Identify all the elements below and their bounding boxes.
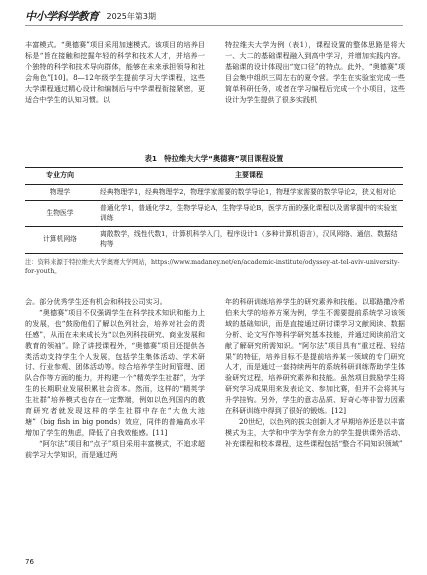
courses-cell: 普通化学1，普通化学2，生物学导论A，生物学导论B，医学方面的强化课程以及需掌握中的实验室训练: [95, 201, 403, 227]
right-column-bottom: [225, 297, 405, 450]
table-row: [25, 227, 403, 253]
header-rule: [25, 25, 403, 26]
course-table: [25, 167, 403, 254]
table-title: 表1 特拉维夫大学“奥德赛”项目课程设置: [144, 154, 284, 163]
courses-cell: 离散数学，线性代数1，计算机科学入门，程序设计1（多种计算机语言），汉风网络、通信、数据结构等: [95, 227, 403, 253]
paragraph: “阿尔法”项目和“点子”项目采用丰富模式，不追求超前学习大学知识，而是通过两: [25, 438, 205, 459]
table-header-row: [25, 168, 403, 185]
direction-cell: 生物医学: [25, 201, 95, 227]
issue-label: 2025年第3期: [106, 11, 156, 21]
table-row: [25, 184, 403, 201]
header-direction: 专业方向: [25, 168, 95, 185]
direction-cell: 计算机网络: [25, 227, 95, 253]
right-column-top: [225, 40, 405, 105]
paragraph: 丰富模式。“奥德赛”项目采用加速模式。该项目的培养目标是“旨在接触和挖掘年轻的科学和技术人才，并培养一个独特的科学和技术导向群体，能够在未来承担领导和社会角色”[10]。8—12年级学生提前学习大学课程，这些大学课程通过精心设计和编制后与中学课程衔接紧密，更适合中学生的认知习惯。以: [25, 40, 205, 104]
left-column-top: [25, 40, 205, 105]
paragraph: “奥德赛”项目不仅强调学生在科学技术知识和能力上的发展，也“鼓励他们了解以色列社会，培养对社会的责任感”，从而在未来成长为“以色列科技研究、商业发展和教育的领袖”。除了讲授课程外，“奥德赛”项目还提供各类活动支持学生个人发展，包括学生集体活动、学术研讨、行业参观、团体活动等。综合培养学生时间管理、团队合作等方面的能力，并构建一个“精英学生社群”，为学生的长期职业发展积累社会资本。然而，这样的“精英学生社群”培养模式也存在一定弊端，例如以色列国内的教育研究者就发现这样的学生社群中存在“大鱼大池塘”（big fish in big ponds）效应，同伴的普遍高水平增加了学生的焦虑，降低了自我效能感。[11]: [25, 307, 205, 437]
paragraph: 年的科研训练培养学生的研究素养和技能。以耶路撒冷希伯来大学的培养方案为例，学生不需要提前系统学习该领域的基础知识，而是直接通过研讨课学习文献阅读、数据分析、论文写作等科学研究基本技能，并通过阅读前沿文献了解研究所需知识。“阿尔法”项目具有“重过程、轻结果”的特征，培养目标不是提前培养某一领域的专门研究人才，而是通过一套持续两年的系统科研训练帮助学生体验研究过程，培养研究素养和技能。虽然项目鼓励学生将研究学习成果用来发表论文、参加比赛，但并不会将其与升学挂钩。另外，学生的意志品质、好奇心等非智力因素在科研训练中得到了很好的锻炼。[12]: [225, 297, 405, 416]
journal-header: [25, 8, 405, 24]
table-row: [25, 201, 403, 227]
left-column-bottom: [25, 297, 205, 461]
table-note: 注：资料来源于特拉维夫大学奥赛大学网站，https://www.madaney.net/en/academic-institute/odyssey-at-tel-aviv-university-for-youth。: [25, 259, 400, 275]
courses-cell: 经典物理学1，经典物理学2，物理学家需要的数学导论1，物理学家需要的数学导论2，狭义相对论: [95, 184, 403, 201]
paragraph: 特拉维夫大学为例（表1），课程设置的整体思路是将大一、大二的基础课程融入到高中学习，并增加实践内容。基础课的设计体现出“宽口径”的特点。此外，“奥德赛”项目会集中组织三周左右的夏令营。学生在实验室完成一些简单科研任务，或者在学习编程后完成一个小项目，这些设计为学生提供了很多实践机: [225, 40, 405, 104]
journal-logo: 中小学科学教育: [25, 10, 99, 23]
paragraph: 20世纪，以色列的拔尖创新人才早期培养还是以丰富模式为主，大学和中学为学有余力的学生提供课外活动、补充课程和校本课程，这些课程包括“整合不同知识领域”: [225, 416, 405, 448]
paragraph: 会。部分优秀学生还有机会和科技公司实习。: [25, 297, 167, 306]
header-courses: 主要课程: [95, 168, 403, 185]
direction-cell: 物理学: [25, 184, 95, 201]
page-number: 76: [25, 558, 34, 566]
